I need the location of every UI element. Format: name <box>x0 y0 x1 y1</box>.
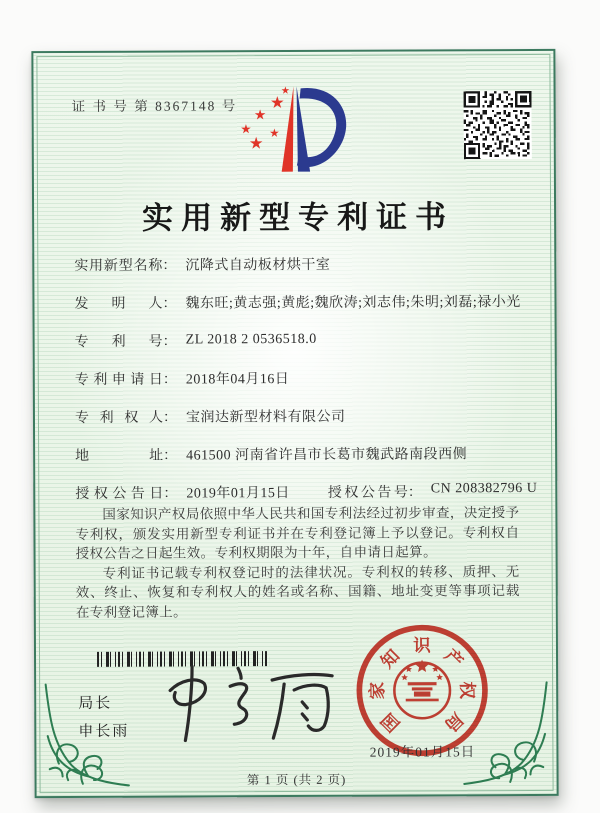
seal-char: 局 <box>440 708 468 736</box>
director-name: 申长雨 <box>78 723 130 740</box>
field-row-filing-date <box>75 358 529 398</box>
field-colon: ： <box>162 372 177 388</box>
field-colon: ： <box>163 448 178 464</box>
director-title: 局长 <box>78 695 113 712</box>
grant-date-value: 2019年01月15日 <box>186 486 290 502</box>
field-row-address <box>75 434 529 474</box>
legal-paragraph-2: 专利证书记载专利权登记时的法律状况。专利权的转移、质押、无效、终止、恢复和专利权人的姓名或名称、国籍、地址变更等事项记载在专利登记簿上。 <box>75 563 520 620</box>
field-label: 地址 <box>75 448 164 464</box>
field-label: 专利申请日 <box>74 372 163 388</box>
field-value: 2018年04月16日 <box>185 372 290 388</box>
patent-certificate <box>31 49 558 798</box>
field-label: 实用新型名称 <box>74 258 163 274</box>
seal-char: 国 <box>377 709 404 736</box>
field-colon: ： <box>162 334 177 350</box>
field-row-patentee <box>75 396 529 436</box>
field-list <box>74 244 538 512</box>
field-value: ZL 2018 2 0536518.0 <box>185 331 317 348</box>
field-row-patent-no <box>75 320 529 360</box>
field-colon: ： <box>163 486 178 502</box>
grant-no-label: 授权公告号 <box>327 485 408 501</box>
field-label: 发明人 <box>74 296 163 312</box>
field-value: 魏东旺;黄志强;黄彪;魏欣涛;刘志伟;朱明;刘磊;禄小光 <box>185 295 521 312</box>
seal-date: 2019年01月15日 <box>369 744 476 760</box>
field-row-name <box>74 244 528 284</box>
field-value: 461500 河南省许昌市长葛市魏武路南段西侧 <box>186 447 468 464</box>
legal-paragraph-1: 国家知识产权局依照中华人民共和国专利法经过初步审查，决定授予专利权，颁发实用新型专利证书并在专利登记簿上予以登记。专利权自授权公告之日起生效。专利权期限为十年，自申请日起算。 <box>75 505 520 561</box>
grant-date-label: 授权公告日 <box>75 486 164 502</box>
field-value: 沉降式自动板材烘干室 <box>185 257 331 274</box>
field-row-inventors <box>74 282 528 322</box>
legal-text <box>75 503 520 622</box>
field-label: 专利权人 <box>74 410 164 426</box>
certificate-title: 实用新型专利证书 <box>142 199 455 236</box>
cnipa-logo-icon <box>229 78 361 181</box>
director-signature <box>152 656 370 757</box>
field-label: 专利号 <box>74 334 163 350</box>
seal-char: 家 <box>367 681 388 700</box>
grant-no-value: CN 208382796 U <box>430 480 538 497</box>
seal-char: 权 <box>457 681 478 700</box>
qr-code <box>464 91 532 159</box>
seal-char: 产 <box>440 645 468 672</box>
seal-char: 知 <box>376 645 404 672</box>
seal-char: 识 <box>413 635 431 656</box>
field-colon: ： <box>407 485 422 501</box>
field-value: 宝润达新型材料有限公司 <box>185 409 346 426</box>
field-colon: ： <box>162 258 177 274</box>
certificate-number: 证 书 号 第 8367148 号 <box>71 98 238 114</box>
national-emblem-icon <box>394 659 450 718</box>
field-colon: ： <box>162 296 177 312</box>
field-colon: ： <box>162 410 178 426</box>
page-footer: 第 1 页 (共 2 页) <box>246 772 347 788</box>
